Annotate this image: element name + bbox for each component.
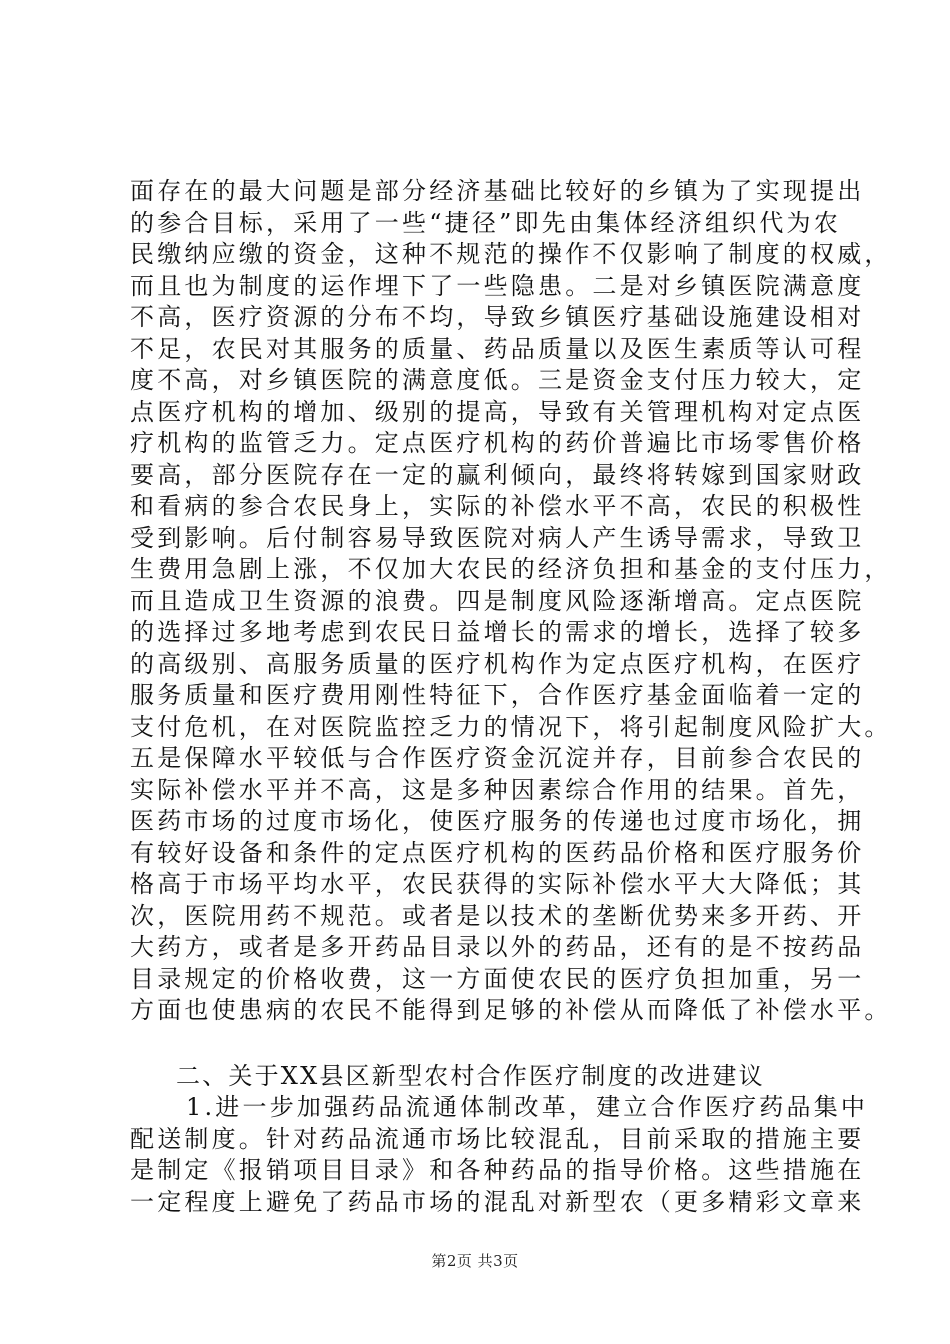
text-line: 受到影响。后付制容易导致医院对病人产生诱导需求，导致卫 — [130, 523, 865, 552]
paragraph-suggestion-1 — [130, 1092, 869, 1218]
text-line: 是制定《报销项目目录》和各种药品的指导价格。这些措施在 — [130, 1156, 865, 1184]
page-footer: 第2页 共3页 — [431, 1252, 519, 1270]
text-line: 生费用急剧上涨，不仅加大农民的经济负担和基金的支付压力， — [130, 555, 892, 583]
text-line: 五是保障水平较低与合作医疗资金沉淀并存，目前参合农民的 — [130, 744, 865, 772]
document-body — [130, 176, 892, 1218]
paragraph-problems — [130, 176, 892, 1027]
text-line: 大药方，或者是多开药品目录以外的药品，还有的是不按药品 — [130, 933, 865, 961]
text-line: 次，医院用药不规范。或者是以技术的垄断优势来多开药、开 — [130, 901, 865, 930]
text-line: 和看病的参合农民身上，实际的补偿水平不高，农民的积极性 — [130, 492, 865, 520]
text-line: 实际补偿水平并不高，这是多种因素综合作用的结果。首先， — [130, 775, 865, 804]
text-line: 一定程度上避免了药品市场的混乱对新型农（更多精彩文章来 — [130, 1187, 865, 1216]
section-heading: 二、关于XX县区新型农村合作医疗制度的改进建议 — [176, 1061, 765, 1090]
text-line: 1.进一步加强药品流通体制改革，建立合作医疗药品集中 — [186, 1093, 869, 1121]
text-line: 要高，部分医院存在一定的赢利倾向，最终将转嫁到国家财政 — [130, 460, 865, 489]
text-line: 的高级别、高服务质量的医疗机构作为定点医疗机构，在医疗 — [130, 649, 865, 678]
text-line: 配送制度。针对药品流通市场比较混乱，目前采取的措施主要 — [130, 1124, 865, 1153]
text-line: 格高于市场平均水平，农民获得的实际补偿水平大大降低；其 — [130, 870, 865, 898]
text-line: 度不高，对乡镇医院的满意度低。三是资金支付压力较大，定 — [130, 366, 865, 394]
text-line: 目录规定的价格收费，这一方面使农民的医疗负担加重，另一 — [130, 964, 865, 993]
text-line: 疗机构的监管乏力。定点医疗机构的药价普遍比市场零售价格 — [130, 429, 865, 457]
text-line: 医药市场的过度市场化，使医疗服务的传递也过度市场化，拥 — [130, 807, 865, 835]
text-line: 不高，医疗资源的分布不均，导致乡镇医疗基础设施建设相对 — [130, 303, 865, 331]
text-line: 方面也使患病的农民不能得到足够的补偿从而降低了补偿水平。 — [130, 996, 892, 1024]
text-line: 民缴纳应缴的资金，这种不规范的操作不仅影响了制度的权威， — [130, 240, 892, 268]
text-line: 有较好设备和条件的定点医疗机构的医药品价格和医疗服务价 — [130, 838, 865, 867]
paragraph-gap — [130, 1027, 830, 1061]
text-line: 而且也为制度的运作埋下了一些隐患。二是对乡镇医院满意度 — [130, 271, 865, 300]
text-line: 支付危机，在对医院监控乏力的情况下，将引起制度风险扩大。 — [130, 712, 892, 741]
text-line: 服务质量和医疗费用刚性特征下，合作医疗基金面临着一定的 — [130, 681, 865, 709]
text-line: 的参合目标，采用了一些“捷径”即先由集体经济组织代为农 — [130, 208, 841, 237]
text-line: 不足，农民对其服务的质量、药品质量以及医生素质等认可程 — [130, 334, 865, 363]
text-line: 面存在的最大问题是部分经济基础比较好的乡镇为了实现提出 — [130, 177, 865, 205]
text-line: 的选择过多地考虑到农民日益增长的需求的增长，选择了较多 — [130, 618, 865, 646]
text-line: 点医疗机构的增加、级别的提高，导致有关管理机构对定点医 — [130, 397, 865, 426]
text-line: 而且造成卫生资源的浪费。四是制度风险逐渐增高。定点医院 — [130, 586, 865, 615]
